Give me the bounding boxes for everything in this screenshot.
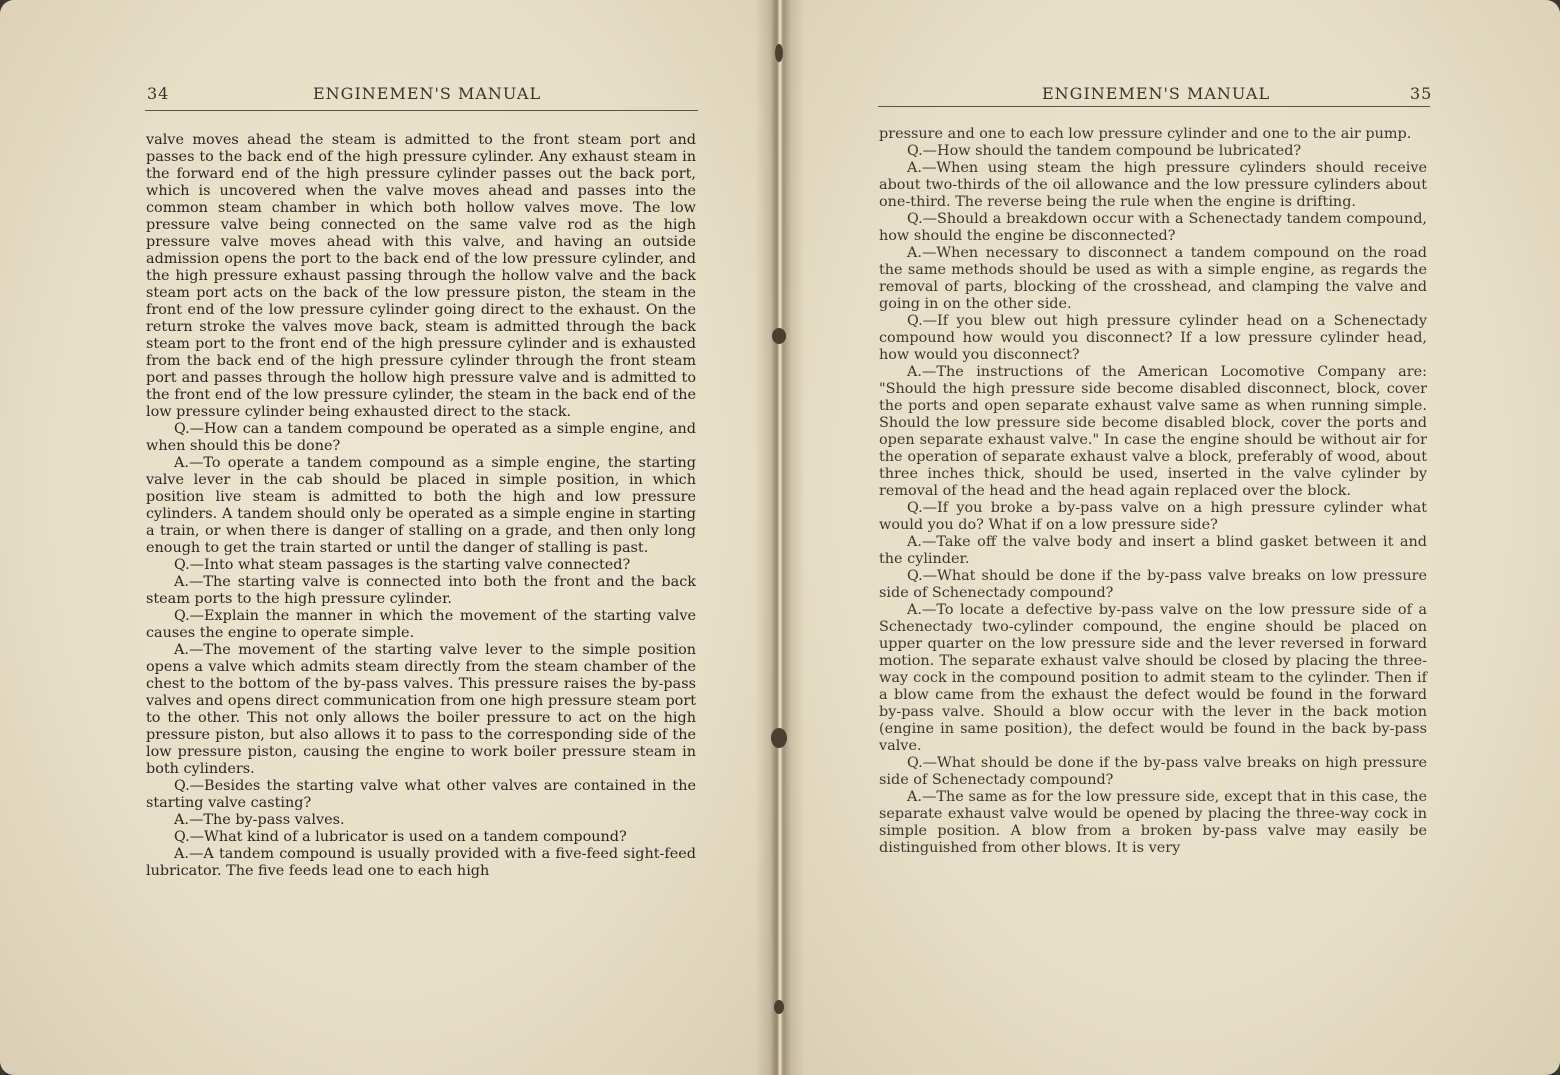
binding-stitch <box>771 728 787 748</box>
binding-stitch <box>772 328 786 344</box>
question: Q.—What should be done if the by-pass valve breaks on high pressure side of Schenectady compound? <box>879 755 1427 788</box>
right-header-rule <box>878 106 1430 107</box>
book-gutter <box>755 0 805 1075</box>
answer: A.—Take off the valve body and insert a blind gasket between it and the cylinder. <box>879 534 1427 567</box>
right-page-header <box>784 84 1560 106</box>
answer: A.—To locate a defective by-pass valve on the low pressure side of a Schenectady two-cylinder compound, the engine should be placed on upper quarter on the low pressure side and the lever reversed in forward motion. The separate exhaust valve should be closed by placing the three-way cock in the compound position to admit steam to the cylinder. Then if a blow came from the exhaust the defect would be found in the forward by-pass valve. Should a blow occur with the lever in the back motion (engine in same position), the defect would be found in the back by-pass valve. <box>879 602 1427 754</box>
left-page-number: 34 <box>147 84 170 103</box>
answer: A.—A tandem compound is usually provided with a five-feed sight-feed lubricator. The five feeds lead one to each high <box>146 846 696 879</box>
left-page-header <box>0 84 776 106</box>
question: Q.—What should be done if the by-pass valve breaks on low pressure side of Schenectady compound? <box>879 568 1427 601</box>
answer: A.—The same as for the low pressure side, except that in this case, the separate exhaust valve would be opened by placing the three-way cock in simple position. A blow from a broken by-pass valve may easily be distinguished from other blows. It is very <box>879 789 1427 856</box>
paragraph: valve moves ahead the steam is admitted to the front steam port and passes to the back end of the high pressure cylinder. Any exhaust steam in the forward end of the high pressure cylinder passes out the back port, which is uncovered when the valve moves ahead and passes into the common steam chamber in which both hollow valves move. The low pressure valve being connected on the same valve rod as the high pressure valve moves ahead with this valve, and having an outside admission opens the port to the back end of the low pressure cylinder, and the high pressure exhaust passing through the hollow valve and the back steam port acts on the back of the low pressure piston, the steam in the front end of the low pressure cylinder going direct to the exhaust. On the return stroke the valves move back, steam is admitted through the back steam port to the front end of the high pressure cylinder and is exhausted from the back end of the high pressure cylinder through the front steam port and passes through the hollow high pressure valve and is admitted to the front end of the low pressure cylinder, the steam in the back end of the low pressure cylinder being exhausted direct to the stack. <box>146 132 696 420</box>
answer: A.—The movement of the starting valve lever to the simple position opens a valve which admits steam directly from the steam chamber of the chest to the bottom of the by-pass valves. This pressure raises the by-pass valves and opens direct communication from one high pressure steam port to the other. This not only allows the boiler pressure to act on the high pressure piston, but also allows it to pass to the corresponding side of the low pressure piston, causing the engine to work boiler pressure steam in both cylinders. <box>146 642 696 777</box>
answer: A.—To operate a tandem compound as a simple engine, the starting valve lever in the cab should be placed in simple position, in which position live steam is admitted to both the high and low pressure cylinders. A tandem should only be operated as a simple engine in starting a train, or when there is danger of stalling on a grade, and then only long enough to get the train started or until the danger of stalling is past. <box>146 455 696 556</box>
right-page-body <box>879 126 1427 857</box>
answer: A.—The starting valve is connected into both the front and the back steam ports to the high pressure cylinder. <box>146 574 696 607</box>
right-running-head: ENGINEMEN'S MANUAL <box>1042 84 1271 103</box>
answer: A.—The instructions of the American Locomotive Company are: "Should the high pressure side become disabled disconnect, block, cover the ports and open separate exhaust valve same as when running simple. Should the low pressure side become disabled block, cover the ports and open separate exhaust valve." In case the engine should be without air for the operation of separate exhaust valve a block, preferably of wood, about three inches thick, should be used, inserted in the valve cylinder by removal of the head and the head again replaced over the block. <box>879 364 1427 499</box>
question: Q.—What kind of a lubricator is used on a tandem compound? <box>174 829 627 845</box>
left-page-body <box>146 132 696 880</box>
question: Q.—Into what steam passages is the starting valve connected? <box>174 557 631 573</box>
answer: A.—When necessary to disconnect a tandem compound on the road the same methods should be used as with a simple engine, as regards the removal of parts, blocking of the crosshead, and clamping the valve and going in on the other side. <box>879 245 1427 312</box>
answer: A.—When using steam the high pressure cylinders should receive about two-thirds of the oil allowance and the low pressure cylinders about one-third. The reverse being the rule when the engine is drifting. <box>879 160 1427 210</box>
question: Q.—Explain the manner in which the movement of the starting valve causes the engine to operate simple. <box>146 608 696 641</box>
left-header-rule <box>145 110 698 111</box>
question: Q.—How can a tandem compound be operated as a simple engine, and when should this be done? <box>146 421 696 454</box>
left-running-head: ENGINEMEN'S MANUAL <box>313 84 542 103</box>
right-page-number: 35 <box>1410 84 1433 103</box>
binding-stitch <box>775 44 783 62</box>
paragraph: pressure and one to each low pressure cylinder and one to the air pump. <box>879 126 1412 142</box>
binding-stitch <box>774 1000 784 1014</box>
question: Q.—Besides the starting valve what other valves are contained in the starting valve casting? <box>146 778 696 811</box>
question: Q.—Should a breakdown occur with a Schenectady tandem compound, how should the engine be disconnected? <box>879 211 1427 244</box>
question: Q.—If you broke a by-pass valve on a high pressure cylinder what would you do? What if on a low pressure side? <box>879 500 1427 533</box>
question: Q.—How should the tandem compound be lubricated? <box>907 143 1302 159</box>
left-page <box>0 0 776 1075</box>
right-page <box>784 0 1560 1075</box>
question: Q.—If you blew out high pressure cylinder head on a Schenectady compound how would you disconnect? If a low pressure cylinder head, how would you disconnect? <box>879 313 1427 363</box>
answer: A.—The by-pass valves. <box>174 812 345 828</box>
